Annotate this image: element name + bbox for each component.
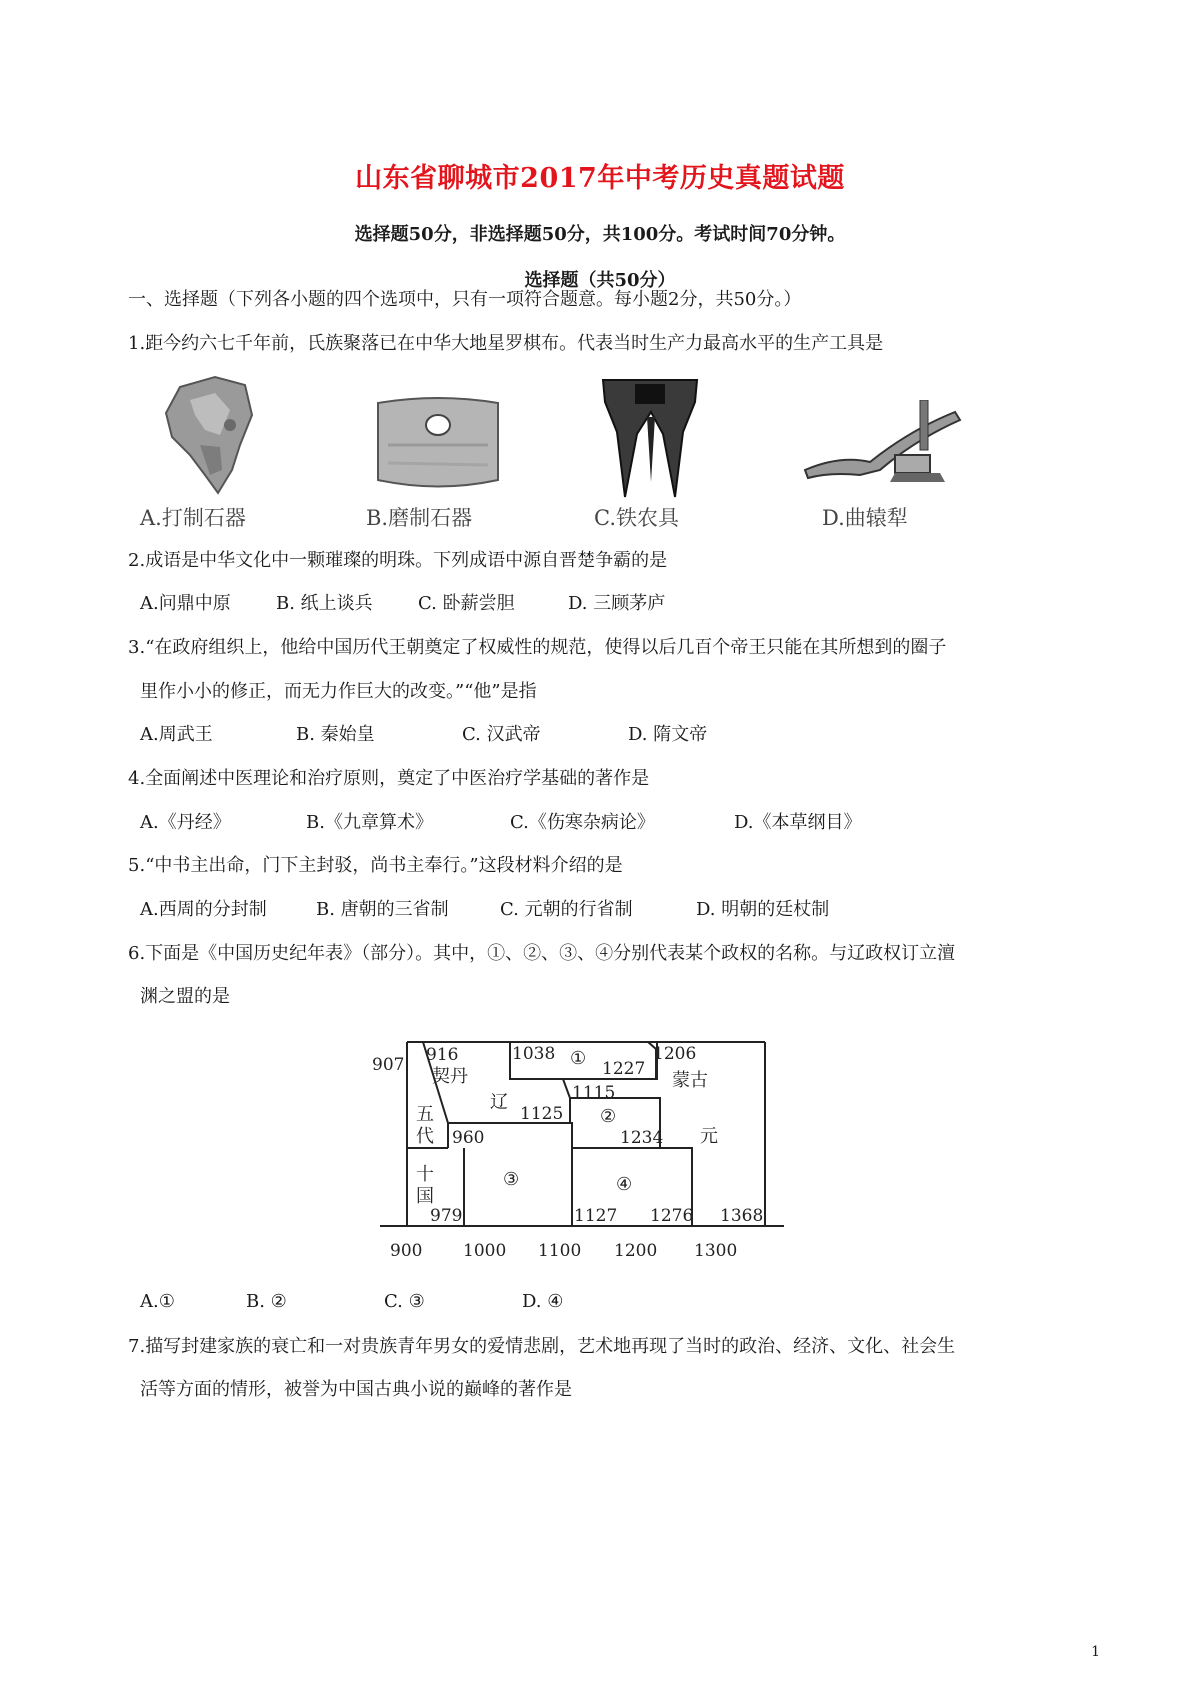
q4-option-a: A.《丹经》 [140, 812, 231, 833]
q6-option-d: D. ④ [522, 1291, 564, 1312]
q4-option-b: B.《九章算术》 [306, 812, 433, 833]
question-number: 4. [128, 768, 146, 789]
exam-info: 选择题50分，非选择题50分，共100分。考试时间70分钟。 [354, 224, 846, 245]
region-wudai-2: 代 [416, 1126, 434, 1147]
region-qidan: 契丹 [432, 1066, 468, 1087]
region-wudai-1: 五 [416, 1104, 434, 1125]
region-3: ③ [503, 1169, 520, 1190]
q5-option-b: B. 唐朝的三省制 [316, 899, 449, 920]
q4-option-d: D.《本草纲目》 [734, 812, 862, 833]
question-text: “在政府组织上，他给中国历代王朝奠定了权威性的规范，使得以后几百个帝王只能在其所想到的圈子 [145, 637, 947, 658]
year-label-1234: 1234 [620, 1128, 664, 1148]
year-label-1127: 1127 [574, 1206, 618, 1226]
region-shiguo-1: 十 [416, 1164, 434, 1185]
page-number: 1 [1091, 1644, 1100, 1660]
year-label-1227: 1227 [602, 1059, 646, 1079]
tick-1100: 1100 [538, 1241, 582, 1261]
q3-option-b: B. 秦始皇 [296, 724, 375, 745]
question-3-continued: 里作小小的修正，而无力作巨大的改变。”“他”是指 [140, 681, 537, 702]
q5-option-d: D. 明朝的廷杖制 [696, 899, 830, 920]
q5-option-a: A.西周的分封制 [140, 899, 267, 920]
year-label-1115: 1115 [572, 1083, 616, 1103]
question-text: 下面是《中国历史纪年表》（部分）。其中，①、②、③、④分别代表某个政权的名称。与辽政权订立澶 [145, 943, 956, 964]
chronology-chart [360, 1030, 790, 1270]
question-6 [128, 942, 955, 966]
option-b-label: B.磨制石器 [366, 506, 473, 530]
question-number: 7. [128, 1336, 146, 1357]
instruction-text: 一、选择题（下列各小题的四个选项中，只有一项符合题意。每小题2分，共50分。） [128, 289, 802, 310]
q2-option-d: D. 三顾茅庐 [568, 593, 666, 614]
q2-option-c: C. 卧薪尝胆 [418, 593, 515, 614]
question-text: 全面阐述中医理论和治疗原则，奠定了中医治疗学基础的著作是 [145, 768, 650, 789]
region-shiguo-2: 国 [416, 1186, 434, 1207]
region-yuan: 元 [700, 1126, 718, 1147]
region-2: ② [600, 1106, 617, 1127]
question-number: 5. [128, 855, 146, 876]
q6-option-c: C. ③ [384, 1291, 425, 1312]
year-label-1276: 1276 [650, 1206, 694, 1226]
question-3 [128, 636, 946, 660]
chart-x-ticks [390, 1241, 737, 1261]
tick-1300: 1300 [694, 1241, 738, 1261]
year-label-1125: 1125 [520, 1104, 564, 1124]
year-label-1206: 1206 [653, 1044, 697, 1064]
question-2 [128, 549, 667, 573]
option-a-label: A.打制石器 [140, 506, 246, 530]
year-label-907: 907 [372, 1055, 405, 1075]
question-number: 2. [128, 550, 146, 571]
year-label-960: 960 [452, 1128, 485, 1148]
region-4: ④ [616, 1174, 633, 1195]
year-label-979: 979 [430, 1206, 463, 1226]
page-title: 山东省聊城市2017年中考历史真题试题 [355, 163, 845, 194]
question-text: 描写封建家族的衰亡和一对贵族青年男女的爱情悲剧，艺术地再现了当时的政治、经济、文化、社会生 [145, 1336, 956, 1357]
q6-option-a: A.① [140, 1291, 175, 1312]
option-d-label: D.曲辕犁 [822, 506, 908, 530]
q3-option-a: A.周武王 [140, 724, 213, 745]
question-text: 成语是中华文化中一颗璀璨的明珠。下列成语中源自晋楚争霸的是 [145, 550, 668, 571]
region-1: ① [570, 1048, 587, 1069]
question-number: 6. [128, 943, 146, 964]
q6-option-b: B. ② [246, 1291, 287, 1312]
region-menggu: 蒙古 [672, 1070, 708, 1091]
question-number: 3. [128, 637, 146, 658]
question-7-continued: 活等方面的情形，被誉为中国古典小说的巅峰的著作是 [140, 1379, 572, 1400]
chipped-stone-tool-image [160, 375, 270, 495]
tick-1200: 1200 [614, 1241, 658, 1261]
section-header: 选择题（共50分） [524, 270, 676, 291]
year-label-916: 916 [426, 1045, 459, 1065]
polished-stone-tool-image [368, 385, 508, 495]
question-4 [128, 767, 649, 791]
q4-option-c: C.《伤寒杂病论》 [510, 812, 655, 833]
question-number: 1. [128, 333, 146, 354]
q3-option-c: C. 汉武帝 [462, 724, 541, 745]
tick-1000: 1000 [463, 1241, 507, 1261]
q3-option-d: D. 隋文帝 [628, 724, 708, 745]
curved-shaft-plow-image [800, 400, 970, 490]
q2-option-b: B. 纸上谈兵 [276, 593, 373, 614]
question-7 [128, 1335, 955, 1359]
question-text: 距今约六七千年前，氏族聚落已在中华大地星罗棋布。代表当时生产力最高水平的生产工具是 [145, 333, 884, 354]
region-liao: 辽 [490, 1092, 508, 1113]
question-text: “中书主出命，门下主封驳，尚书主奉行。”这段材料介绍的是 [145, 855, 623, 876]
question-5 [128, 854, 623, 878]
q2-option-a: A.问鼎中原 [140, 593, 231, 614]
option-c-label: C.铁农具 [594, 506, 679, 530]
q5-option-c: C. 元朝的行省制 [500, 899, 633, 920]
year-label-1038: 1038 [512, 1044, 556, 1064]
iron-farm-tool-image [595, 372, 705, 502]
question-1 [128, 332, 883, 356]
tick-900: 900 [390, 1241, 423, 1261]
question-6-continued: 渊之盟的是 [140, 986, 230, 1007]
year-label-1368: 1368 [720, 1206, 764, 1226]
